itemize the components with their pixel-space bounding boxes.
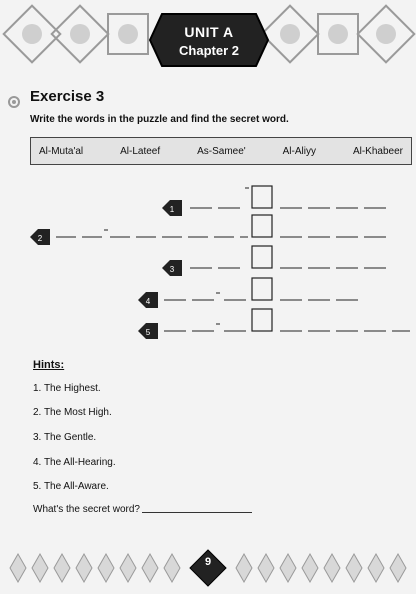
word-bank: [30, 137, 412, 165]
hint-item: 5. The All-Aware.: [33, 481, 109, 492]
word-bank-item: Al-Khabeer: [352, 145, 403, 157]
secret-letter-box[interactable]: [252, 186, 272, 208]
hint-item: 3. The Gentle.: [33, 432, 97, 443]
unit-badge: [150, 14, 268, 66]
exercise-instructions: Write the words in the puzzle and find the secret word.: [30, 114, 289, 125]
hint-item: 2. The Most High.: [33, 407, 112, 418]
exercise-title: Exercise 3: [30, 88, 105, 105]
row-number: 4: [145, 297, 151, 306]
puzzle-row-2: [30, 215, 386, 245]
hints-title: Hints:: [33, 359, 65, 371]
puzzle-row-5: [138, 309, 410, 339]
hint-item: 1. The Highest.: [33, 383, 101, 394]
secret-letter-box[interactable]: [252, 246, 272, 268]
secret-word-answer-line[interactable]: [142, 512, 252, 513]
secret-letter-box[interactable]: [252, 278, 272, 300]
footer-ornament-strip: [0, 548, 416, 588]
chapter-label: Chapter 2: [179, 43, 239, 58]
page-number: 9: [204, 556, 212, 568]
puzzle-row-3: [162, 246, 386, 276]
row-number: 5: [145, 328, 151, 337]
word-bank-item: As-Samee': [197, 145, 246, 157]
unit-label: UNIT A: [184, 24, 234, 40]
crossword-puzzle: [0, 180, 416, 340]
secret-letter-box[interactable]: [252, 215, 272, 237]
row-number: 3: [169, 265, 175, 274]
word-bank-item: Al-Muta'al: [39, 145, 84, 157]
puzzle-row-1: [162, 186, 386, 216]
word-bank-item: Al-Lateef: [120, 145, 161, 157]
secret-word-question: What's the secret word?: [33, 504, 140, 515]
word-bank-item: Al-Aliyy: [282, 145, 316, 157]
hint-item: 4. The All-Hearing.: [33, 457, 116, 468]
row-number: 1: [169, 205, 175, 214]
row-number: 2: [37, 234, 43, 243]
secret-letter-box[interactable]: [252, 309, 272, 331]
puzzle-row-4: [138, 278, 358, 308]
gear-icon: [6, 94, 22, 110]
